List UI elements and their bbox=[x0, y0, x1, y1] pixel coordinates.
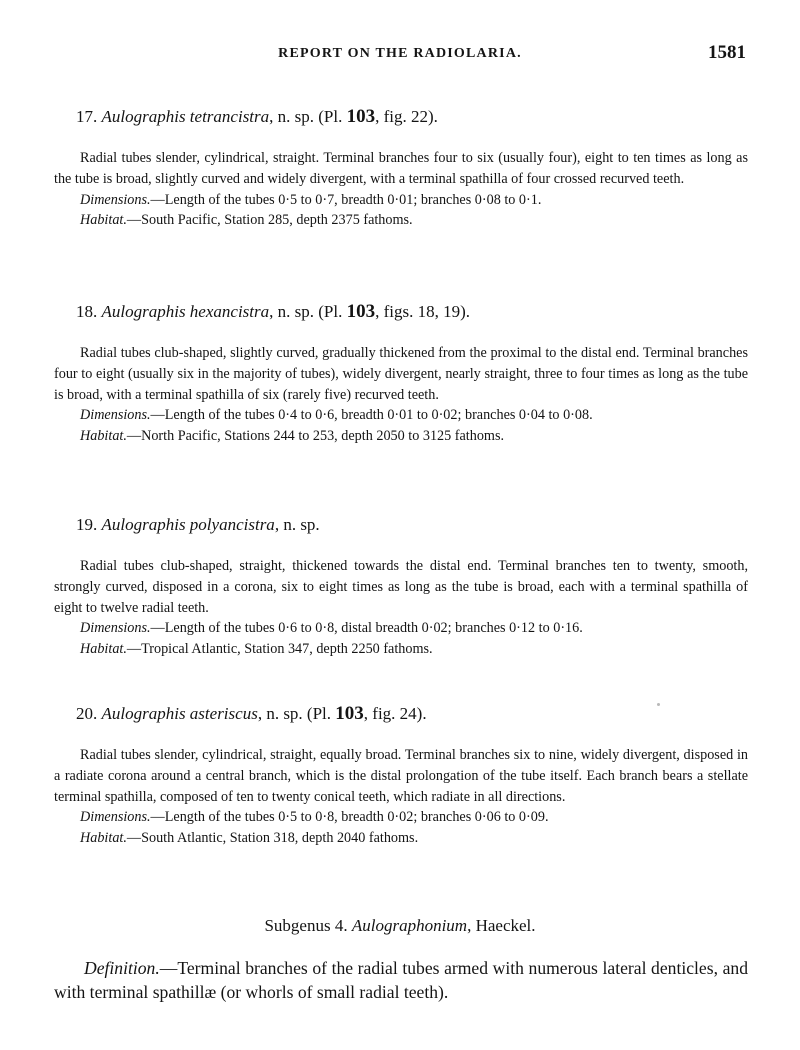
habitat-line bbox=[54, 828, 748, 849]
species-heading bbox=[76, 301, 748, 323]
habitat-label: Habitat. bbox=[80, 428, 127, 445]
habitat-label: Habitat. bbox=[80, 212, 127, 229]
plate-number: 103 bbox=[335, 703, 364, 724]
subgenus-author: , Haeckel. bbox=[467, 916, 536, 935]
figure-reference: , fig. 22). bbox=[375, 107, 438, 126]
subgenus-name: Aulographonium bbox=[351, 916, 468, 935]
plate-number: 103 bbox=[346, 106, 376, 127]
dimensions-line bbox=[54, 807, 748, 828]
species-description: Radial tubes slender, cylindrical, straight. Terminal branches four to six (usually four), eight to ten times as long as the tube is broad, slightly curved and widely divergent, with a terminal spathilla of four crossed recurved teeth. bbox=[54, 150, 748, 187]
dimensions-text: —Length of the tubes 0·5 to 0·8, breadth 0·02; branches 0·06 to 0·09. bbox=[150, 809, 549, 826]
species-heading bbox=[76, 514, 748, 536]
running-title: REPORT ON THE RADIOLARIA. bbox=[278, 46, 522, 61]
dimensions-text: —Length of the tubes 0·4 to 0·6, breadth 0·01 to 0·02; branches 0·04 to 0·08. bbox=[150, 407, 593, 424]
habitat-text: —Tropical Atlantic, Station 347, depth 2250 fathoms. bbox=[126, 641, 433, 658]
species-entry-18 bbox=[54, 301, 748, 447]
species-name: Aulographis asteriscus bbox=[101, 704, 258, 723]
dimensions-line bbox=[54, 405, 748, 426]
species-entry-17 bbox=[54, 106, 748, 231]
species-description: Radial tubes club-shaped, slightly curved, gradually thickened from the proximal to the distal end. Terminal branches four to eight (usually six in the majority of tubes), widely divergent, nearly straight, three to four times as long as the tube is broad, with a terminal spathilla of six (rarely five) recurved teeth. bbox=[54, 345, 748, 403]
species-authority: , n. sp. (Pl. bbox=[269, 107, 343, 126]
paper-speck bbox=[657, 703, 660, 706]
subgenus-definition bbox=[54, 956, 748, 1004]
subgenus-heading bbox=[0, 916, 800, 936]
dimensions-label: Dimensions. bbox=[80, 191, 151, 208]
habitat-label: Habitat. bbox=[80, 641, 127, 658]
subgenus-prefix: Subgenus 4. bbox=[264, 916, 348, 935]
dimensions-label: Dimensions. bbox=[80, 809, 151, 826]
definition-text: —Terminal branches of the radial tubes armed with numerous lateral denticles, and with terminal spathillæ (or whorls of small radial teeth). bbox=[54, 958, 748, 1002]
habitat-text: —South Atlantic, Station 318, depth 2040 fathoms. bbox=[126, 830, 419, 847]
species-entry-20 bbox=[54, 703, 748, 849]
page-number: 1581 bbox=[708, 42, 746, 63]
dimensions-line bbox=[54, 190, 748, 211]
figure-reference: , figs. 18, 19). bbox=[375, 302, 471, 321]
species-authority: , n. sp. bbox=[274, 515, 320, 534]
plate-number: 103 bbox=[346, 301, 376, 322]
species-number: 20. bbox=[76, 704, 98, 723]
species-name: Aulographis polyancistra bbox=[101, 515, 275, 534]
species-heading bbox=[76, 106, 748, 128]
habitat-text: —North Pacific, Stations 244 to 253, depth 2050 to 3125 fathoms. bbox=[126, 428, 505, 445]
species-authority: , n. sp. (Pl. bbox=[269, 302, 343, 321]
habitat-label: Habitat. bbox=[80, 830, 127, 847]
dimensions-label: Dimensions. bbox=[80, 620, 151, 637]
species-description: Radial tubes club-shaped, straight, thickened towards the distal end. Terminal branches ten to twenty, smooth, strongly curved, disposed in a corona, six to eight times as long as the tube is broad, each with a terminal spathilla of eight to twelve radial teeth. bbox=[54, 558, 748, 616]
habitat-text: —South Pacific, Station 285, depth 2375 fathoms. bbox=[126, 212, 413, 229]
species-authority: , n. sp. (Pl. bbox=[257, 704, 332, 723]
species-heading bbox=[76, 703, 748, 725]
dimensions-text: —Length of the tubes 0·5 to 0·7, breadth 0·01; branches 0·08 to 0·1. bbox=[150, 191, 542, 208]
figure-reference: , fig. 24). bbox=[363, 704, 427, 723]
dimensions-label: Dimensions. bbox=[80, 407, 151, 424]
definition-label: Definition. bbox=[84, 958, 160, 978]
species-number: 17. bbox=[76, 107, 98, 126]
species-name: Aulographis tetrancistra bbox=[101, 107, 270, 126]
dimensions-text: —Length of the tubes 0·6 to 0·8, distal breadth 0·02; branches 0·12 to 0·16. bbox=[150, 620, 583, 637]
running-header bbox=[0, 40, 800, 70]
species-number: 19. bbox=[76, 515, 98, 534]
habitat-line bbox=[54, 426, 748, 447]
species-description: Radial tubes slender, cylindrical, straight, equally broad. Terminal branches six to nine, widely divergent, disposed in a radiate corona around a central branch, which is the distal prolongation of the tube itself. Each branch bears a stellate terminal spathilla, composed of ten to twenty conical teeth, which radiate in all directions. bbox=[54, 747, 748, 805]
habitat-line bbox=[54, 639, 748, 660]
species-name: Aulographis hexancistra bbox=[101, 302, 270, 321]
species-number: 18. bbox=[76, 302, 98, 321]
dimensions-line bbox=[54, 618, 748, 639]
species-entry-19 bbox=[54, 514, 748, 660]
habitat-line bbox=[54, 210, 748, 231]
